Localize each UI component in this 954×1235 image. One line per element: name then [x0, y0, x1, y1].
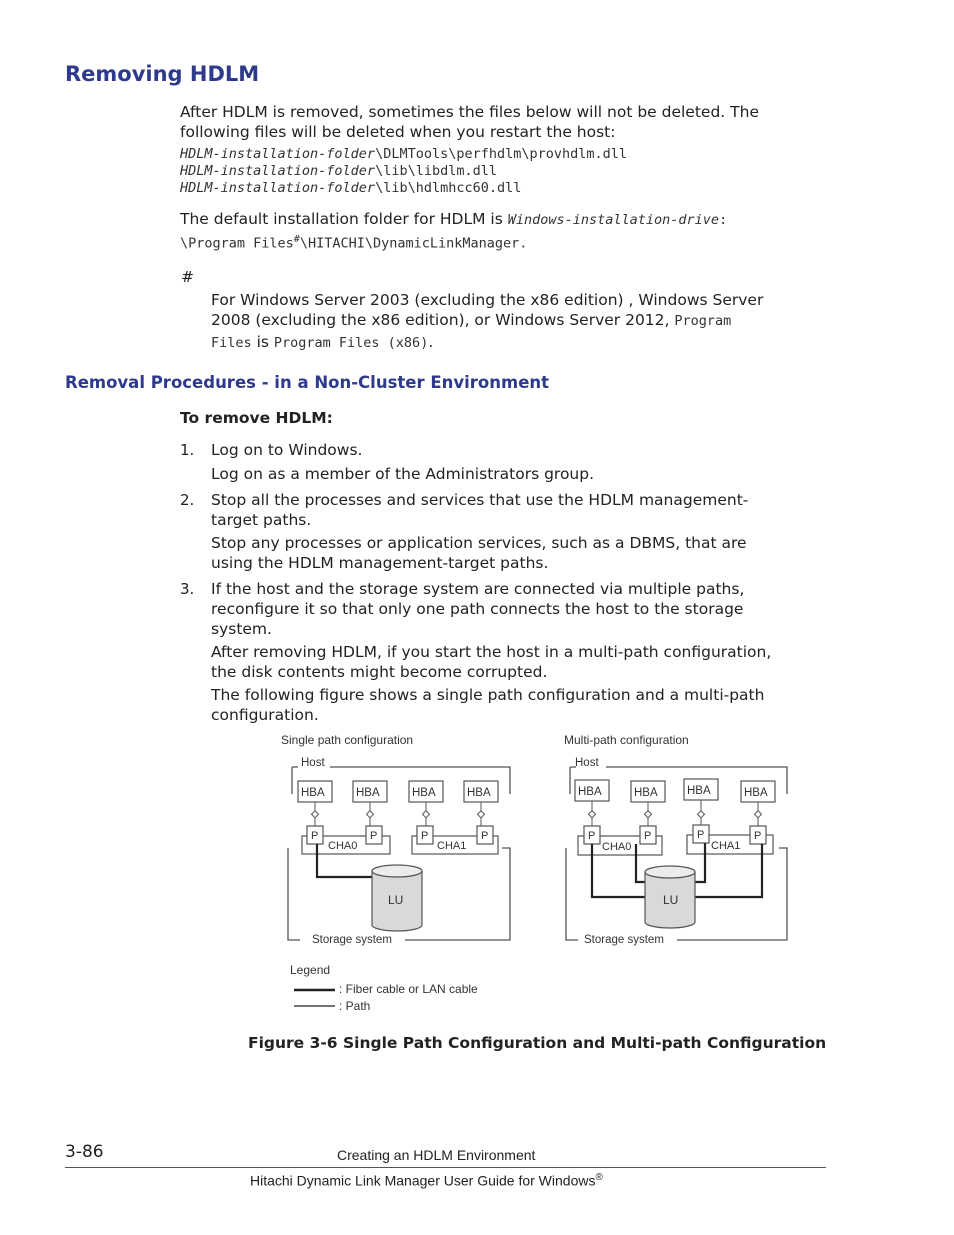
footer-guide: Hitachi Dynamic Link Manager User Guide for Windows®: [250, 1172, 603, 1189]
svg-text:: Path: : Path: [339, 999, 371, 1013]
step-2-note: Stop any processes or application services, such as a DBMS, that are using the HDLM management-target paths.: [211, 534, 747, 572]
svg-text:HBA: HBA: [578, 786, 602, 798]
step-1-number: 1.: [180, 441, 195, 459]
svg-text:P: P: [311, 830, 319, 842]
svg-text:HBA: HBA: [467, 787, 491, 799]
svg-text:CHA1: CHA1: [437, 840, 467, 852]
svg-text:P: P: [588, 830, 596, 842]
svg-text:P: P: [481, 830, 489, 842]
default-folder-line-1: The default installation folder for HDLM is Windows-installation-drive:: [180, 210, 728, 228]
multi-path-title: Multi-path configuration: [564, 733, 689, 747]
step-2-text: Stop all the processes and services that use the HDLM management- target paths.: [211, 491, 749, 529]
single-path-diagram: [288, 757, 510, 946]
file-path-3: HDLM-installation-folder\lib\hdlmhcc60.dll: [180, 180, 522, 196]
procedure-title: To remove HDLM:: [180, 409, 333, 427]
step-3-text: If the host and the storage system are connected via multiple paths, reconfigure it so that only one path connects the host to the storage system.: [211, 580, 745, 638]
svg-text:CHA0: CHA0: [328, 840, 358, 852]
svg-text:: Fiber cable or LAN cable: : Fiber cable or LAN cable: [339, 982, 478, 996]
figure-legend: [290, 963, 478, 1013]
svg-text:P: P: [697, 829, 705, 841]
footer-section: Creating an HDLM Environment: [337, 1147, 536, 1163]
svg-text:P: P: [370, 830, 378, 842]
footnote-text: For Windows Server 2003 (excluding the x86 edition) , Windows Server 2008 (excluding the x86 edition), or Windows Server 2012, Program Files is Program Files (x86).: [211, 291, 764, 351]
svg-text:CHA0: CHA0: [602, 841, 632, 853]
figure-caption: Figure 3-6 Single Path Configuration and Multi-path Configuration: [248, 1034, 827, 1052]
intro-line-2: following files will be deleted when you restart the host:: [180, 123, 616, 141]
single-path-title: Single path configuration: [281, 733, 414, 747]
step-2-number: 2.: [180, 491, 195, 509]
footer-rule: [65, 1167, 826, 1168]
intro-line-1: After HDLM is removed, sometimes the files below will not be deleted. The: [180, 103, 759, 121]
step-3-note-2: The following figure shows a single path configuration and a multi-path configuration.: [211, 686, 765, 724]
section-subheading: Removal Procedures - in a Non-Cluster Environment: [65, 373, 550, 392]
multi-host-label: Host: [575, 757, 599, 769]
page-heading: Removing HDLM: [65, 62, 260, 86]
svg-text:P: P: [421, 830, 429, 842]
step-1-text: Log on to Windows.: [211, 441, 363, 459]
file-path-1: HDLM-installation-folder\DLMTools\perfhdlm\provhdlm.dll: [180, 146, 628, 162]
svg-text:Legend: Legend: [290, 963, 331, 977]
default-folder-line-2: \Program Files#\HITACHI\DynamicLinkManager.: [180, 234, 528, 252]
svg-text:HBA: HBA: [412, 787, 436, 799]
step-1-note: Log on as a member of the Administrators group.: [211, 465, 595, 483]
step-3-note-1: After removing HDLM, if you start the host in a multi-path configuration, the disk contents might become corrupted.: [211, 643, 772, 681]
svg-text:HBA: HBA: [744, 787, 768, 799]
svg-text:CHA1: CHA1: [711, 840, 741, 852]
multi-path-diagram: [566, 757, 787, 946]
page-number: 3-86: [65, 1142, 104, 1162]
file-path-2: HDLM-installation-folder\lib\libdlm.dll: [180, 163, 497, 179]
svg-text:P: P: [644, 830, 652, 842]
svg-text:P: P: [754, 830, 762, 842]
multi-lu-label: LU: [663, 893, 679, 907]
svg-text:HBA: HBA: [634, 787, 658, 799]
configuration-figure: [270, 728, 810, 1018]
single-lu-label: LU: [388, 893, 404, 907]
step-3-number: 3.: [180, 580, 195, 598]
svg-text:HBA: HBA: [301, 787, 325, 799]
footnote-mark: #: [181, 268, 194, 286]
svg-text:HBA: HBA: [687, 785, 711, 797]
svg-text:HBA: HBA: [356, 787, 380, 799]
single-storage-label: Storage system: [312, 934, 392, 946]
single-host-label: Host: [301, 757, 325, 769]
intro-paragraph: [180, 102, 759, 142]
multi-storage-label: Storage system: [584, 934, 664, 946]
